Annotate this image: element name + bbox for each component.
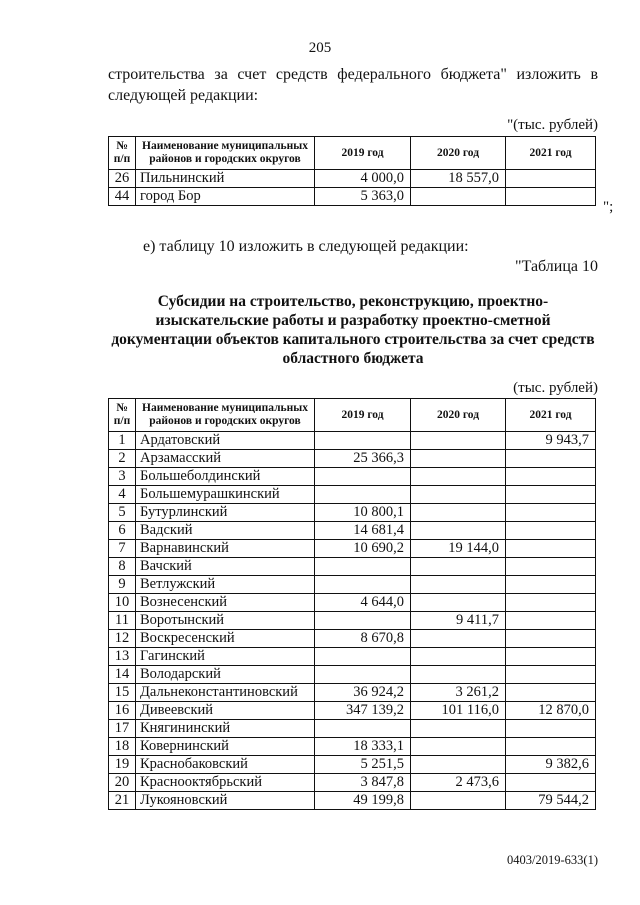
subsidies-table (108, 398, 596, 810)
row-number-cell: 44 (109, 188, 136, 206)
amount-cell: 49 199,8 (315, 792, 411, 810)
amount-cell: 79 544,2 (506, 792, 596, 810)
row-number-cell: 13 (109, 648, 136, 666)
row-number-cell: 9 (109, 576, 136, 594)
table-row (109, 720, 596, 738)
table1-header-cell: 2020 год (411, 137, 506, 170)
amount-cell (315, 648, 411, 666)
amount-cell (506, 504, 596, 522)
district-name-cell: Вачский (136, 558, 315, 576)
amount-cell (506, 684, 596, 702)
district-name-cell: Варнавинский (136, 540, 315, 558)
amount-cell: 3 847,8 (315, 774, 411, 792)
table-row (109, 576, 596, 594)
units-label-1: "(тыс. рублей) (507, 117, 598, 133)
units-label-2: (тыс. рублей) (513, 380, 598, 396)
amount-cell (506, 450, 596, 468)
row-number-cell: 14 (109, 666, 136, 684)
table-row (109, 188, 596, 206)
table-row (109, 170, 596, 188)
district-name-cell: Воскресенский (136, 630, 315, 648)
district-name-cell: Володарский (136, 666, 315, 684)
amendment-table (108, 136, 596, 206)
amount-cell (315, 666, 411, 684)
district-name-cell: Дивеевский (136, 702, 315, 720)
amount-cell (315, 576, 411, 594)
row-number-cell: 8 (109, 558, 136, 576)
amount-cell (411, 522, 506, 540)
amount-cell: 18 333,1 (315, 738, 411, 756)
intro-text-line-2: следующей редакции: (108, 87, 259, 104)
table-row (109, 774, 596, 792)
amount-cell: 347 139,2 (315, 702, 411, 720)
table-row (109, 504, 596, 522)
table-row (109, 792, 596, 810)
amount-cell (411, 450, 506, 468)
amount-cell (315, 468, 411, 486)
table2-header-cell: Наименование муниципальных районов и городских округов (136, 399, 315, 432)
amount-cell (506, 558, 596, 576)
amount-cell (506, 486, 596, 504)
table2-header-row (109, 399, 596, 432)
amount-cell (411, 720, 506, 738)
amount-cell: 9 943,7 (506, 432, 596, 450)
district-name-cell: Дальнеконстантиновский (136, 684, 315, 702)
table2-header-cell: 2021 год (506, 399, 596, 432)
amount-cell (506, 594, 596, 612)
amount-cell (315, 720, 411, 738)
district-name-cell: Ковернинский (136, 738, 315, 756)
amount-cell: 2 473,6 (411, 774, 506, 792)
table1-closing-quote: "; (603, 199, 614, 215)
table2-header-cell: 2019 год (315, 399, 411, 432)
amount-cell (506, 576, 596, 594)
amount-cell (411, 188, 506, 206)
document-code: 0403/2019-633(1) (507, 853, 598, 867)
amount-cell (411, 738, 506, 756)
amount-cell (411, 486, 506, 504)
amount-cell (506, 720, 596, 738)
table-row (109, 684, 596, 702)
page-number: 205 (308, 40, 332, 56)
amount-cell (411, 648, 506, 666)
amount-cell (411, 594, 506, 612)
row-number-cell: 6 (109, 522, 136, 540)
amount-cell: 18 557,0 (411, 170, 506, 188)
row-number-cell: 19 (109, 756, 136, 774)
district-name-cell: Ветлужский (136, 576, 315, 594)
table1-header-cell: № п/п (109, 137, 136, 170)
row-number-cell: 15 (109, 684, 136, 702)
amount-cell (411, 504, 506, 522)
table2-header-cell: № п/п (109, 399, 136, 432)
intro-text-line-1: строительства за счет средств федерального бюджета" изложить в (108, 66, 598, 83)
table-row (109, 450, 596, 468)
table-row (109, 558, 596, 576)
amount-cell: 10 800,1 (315, 504, 411, 522)
district-name-cell: Воротынский (136, 612, 315, 630)
amount-cell (506, 630, 596, 648)
table-row (109, 612, 596, 630)
amount-cell (506, 188, 596, 206)
district-name-cell: Вадский (136, 522, 315, 540)
amount-cell (315, 432, 411, 450)
table-row (109, 756, 596, 774)
table-row (109, 648, 596, 666)
amount-cell: 19 144,0 (411, 540, 506, 558)
amount-cell (411, 666, 506, 684)
district-name-cell: Гагинский (136, 648, 315, 666)
amount-cell (506, 540, 596, 558)
row-number-cell: 1 (109, 432, 136, 450)
row-number-cell: 11 (109, 612, 136, 630)
row-number-cell: 2 (109, 450, 136, 468)
district-name-cell: Большеболдинский (136, 468, 315, 486)
district-name-cell: Краснобаковский (136, 756, 315, 774)
amount-cell: 14 681,4 (315, 522, 411, 540)
table1-header-row (109, 137, 596, 170)
row-number-cell: 12 (109, 630, 136, 648)
amount-cell (506, 170, 596, 188)
table-row (109, 594, 596, 612)
amount-cell (411, 558, 506, 576)
table-row (109, 468, 596, 486)
table-title: Субсидии на строительство, реконструкцию, проектно-изыскательские работы и разработку проектно-сметной документации объектов капитального строительства за счет средств областного бюджета (111, 293, 595, 367)
district-name-cell: Ардатовский (136, 432, 315, 450)
amount-cell: 4 644,0 (315, 594, 411, 612)
table2-header-cell: 2020 год (411, 399, 506, 432)
row-number-cell: 20 (109, 774, 136, 792)
table1-header-cell: 2021 год (506, 137, 596, 170)
district-name-cell: Вознесенский (136, 594, 315, 612)
amount-cell: 101 116,0 (411, 702, 506, 720)
amount-cell (411, 792, 506, 810)
amount-cell (411, 432, 506, 450)
row-number-cell: 3 (109, 468, 136, 486)
row-number-cell: 16 (109, 702, 136, 720)
table1-header-cell: Наименование муниципальных районов и городских округов (136, 137, 315, 170)
table-row (109, 630, 596, 648)
table-row (109, 522, 596, 540)
row-number-cell: 5 (109, 504, 136, 522)
amount-cell (506, 648, 596, 666)
amount-cell (506, 522, 596, 540)
row-number-cell: 26 (109, 170, 136, 188)
row-number-cell: 4 (109, 486, 136, 504)
row-number-cell: 21 (109, 792, 136, 810)
district-name-cell: Лукояновский (136, 792, 315, 810)
item-e-text: е) таблицу 10 изложить в следующей редакции: (143, 238, 469, 255)
amount-cell (506, 612, 596, 630)
amount-cell: 5 251,5 (315, 756, 411, 774)
amount-cell (506, 468, 596, 486)
amount-cell: 10 690,2 (315, 540, 411, 558)
district-name-cell: Бутурлинский (136, 504, 315, 522)
table-row (109, 432, 596, 450)
table-row (109, 702, 596, 720)
amount-cell (506, 774, 596, 792)
amount-cell (315, 558, 411, 576)
amount-cell (411, 576, 506, 594)
amount-cell (411, 468, 506, 486)
row-number-cell: 7 (109, 540, 136, 558)
amount-cell: 9 411,7 (411, 612, 506, 630)
district-name-cell: город Бор (136, 188, 315, 206)
amount-cell: 3 261,2 (411, 684, 506, 702)
district-name-cell: Пильнинский (136, 170, 315, 188)
table-row (109, 540, 596, 558)
district-name-cell: Краснооктябрьский (136, 774, 315, 792)
district-name-cell: Большемурашкинский (136, 486, 315, 504)
amount-cell: 9 382,6 (506, 756, 596, 774)
row-number-cell: 18 (109, 738, 136, 756)
row-number-cell: 10 (109, 594, 136, 612)
district-name-cell: Арзамасский (136, 450, 315, 468)
amount-cell (315, 486, 411, 504)
table-row (109, 666, 596, 684)
row-number-cell: 17 (109, 720, 136, 738)
amount-cell: 25 366,3 (315, 450, 411, 468)
amount-cell: 5 363,0 (315, 188, 411, 206)
amount-cell: 4 000,0 (315, 170, 411, 188)
amount-cell (506, 738, 596, 756)
table-row (109, 486, 596, 504)
table1-header-cell: 2019 год (315, 137, 411, 170)
amount-cell: 36 924,2 (315, 684, 411, 702)
district-name-cell: Княгининский (136, 720, 315, 738)
amount-cell (506, 666, 596, 684)
table-label: "Таблица 10 (515, 258, 598, 275)
amount-cell (411, 630, 506, 648)
amount-cell (315, 612, 411, 630)
amount-cell: 8 670,8 (315, 630, 411, 648)
amount-cell (411, 756, 506, 774)
table-row (109, 738, 596, 756)
amount-cell: 12 870,0 (506, 702, 596, 720)
